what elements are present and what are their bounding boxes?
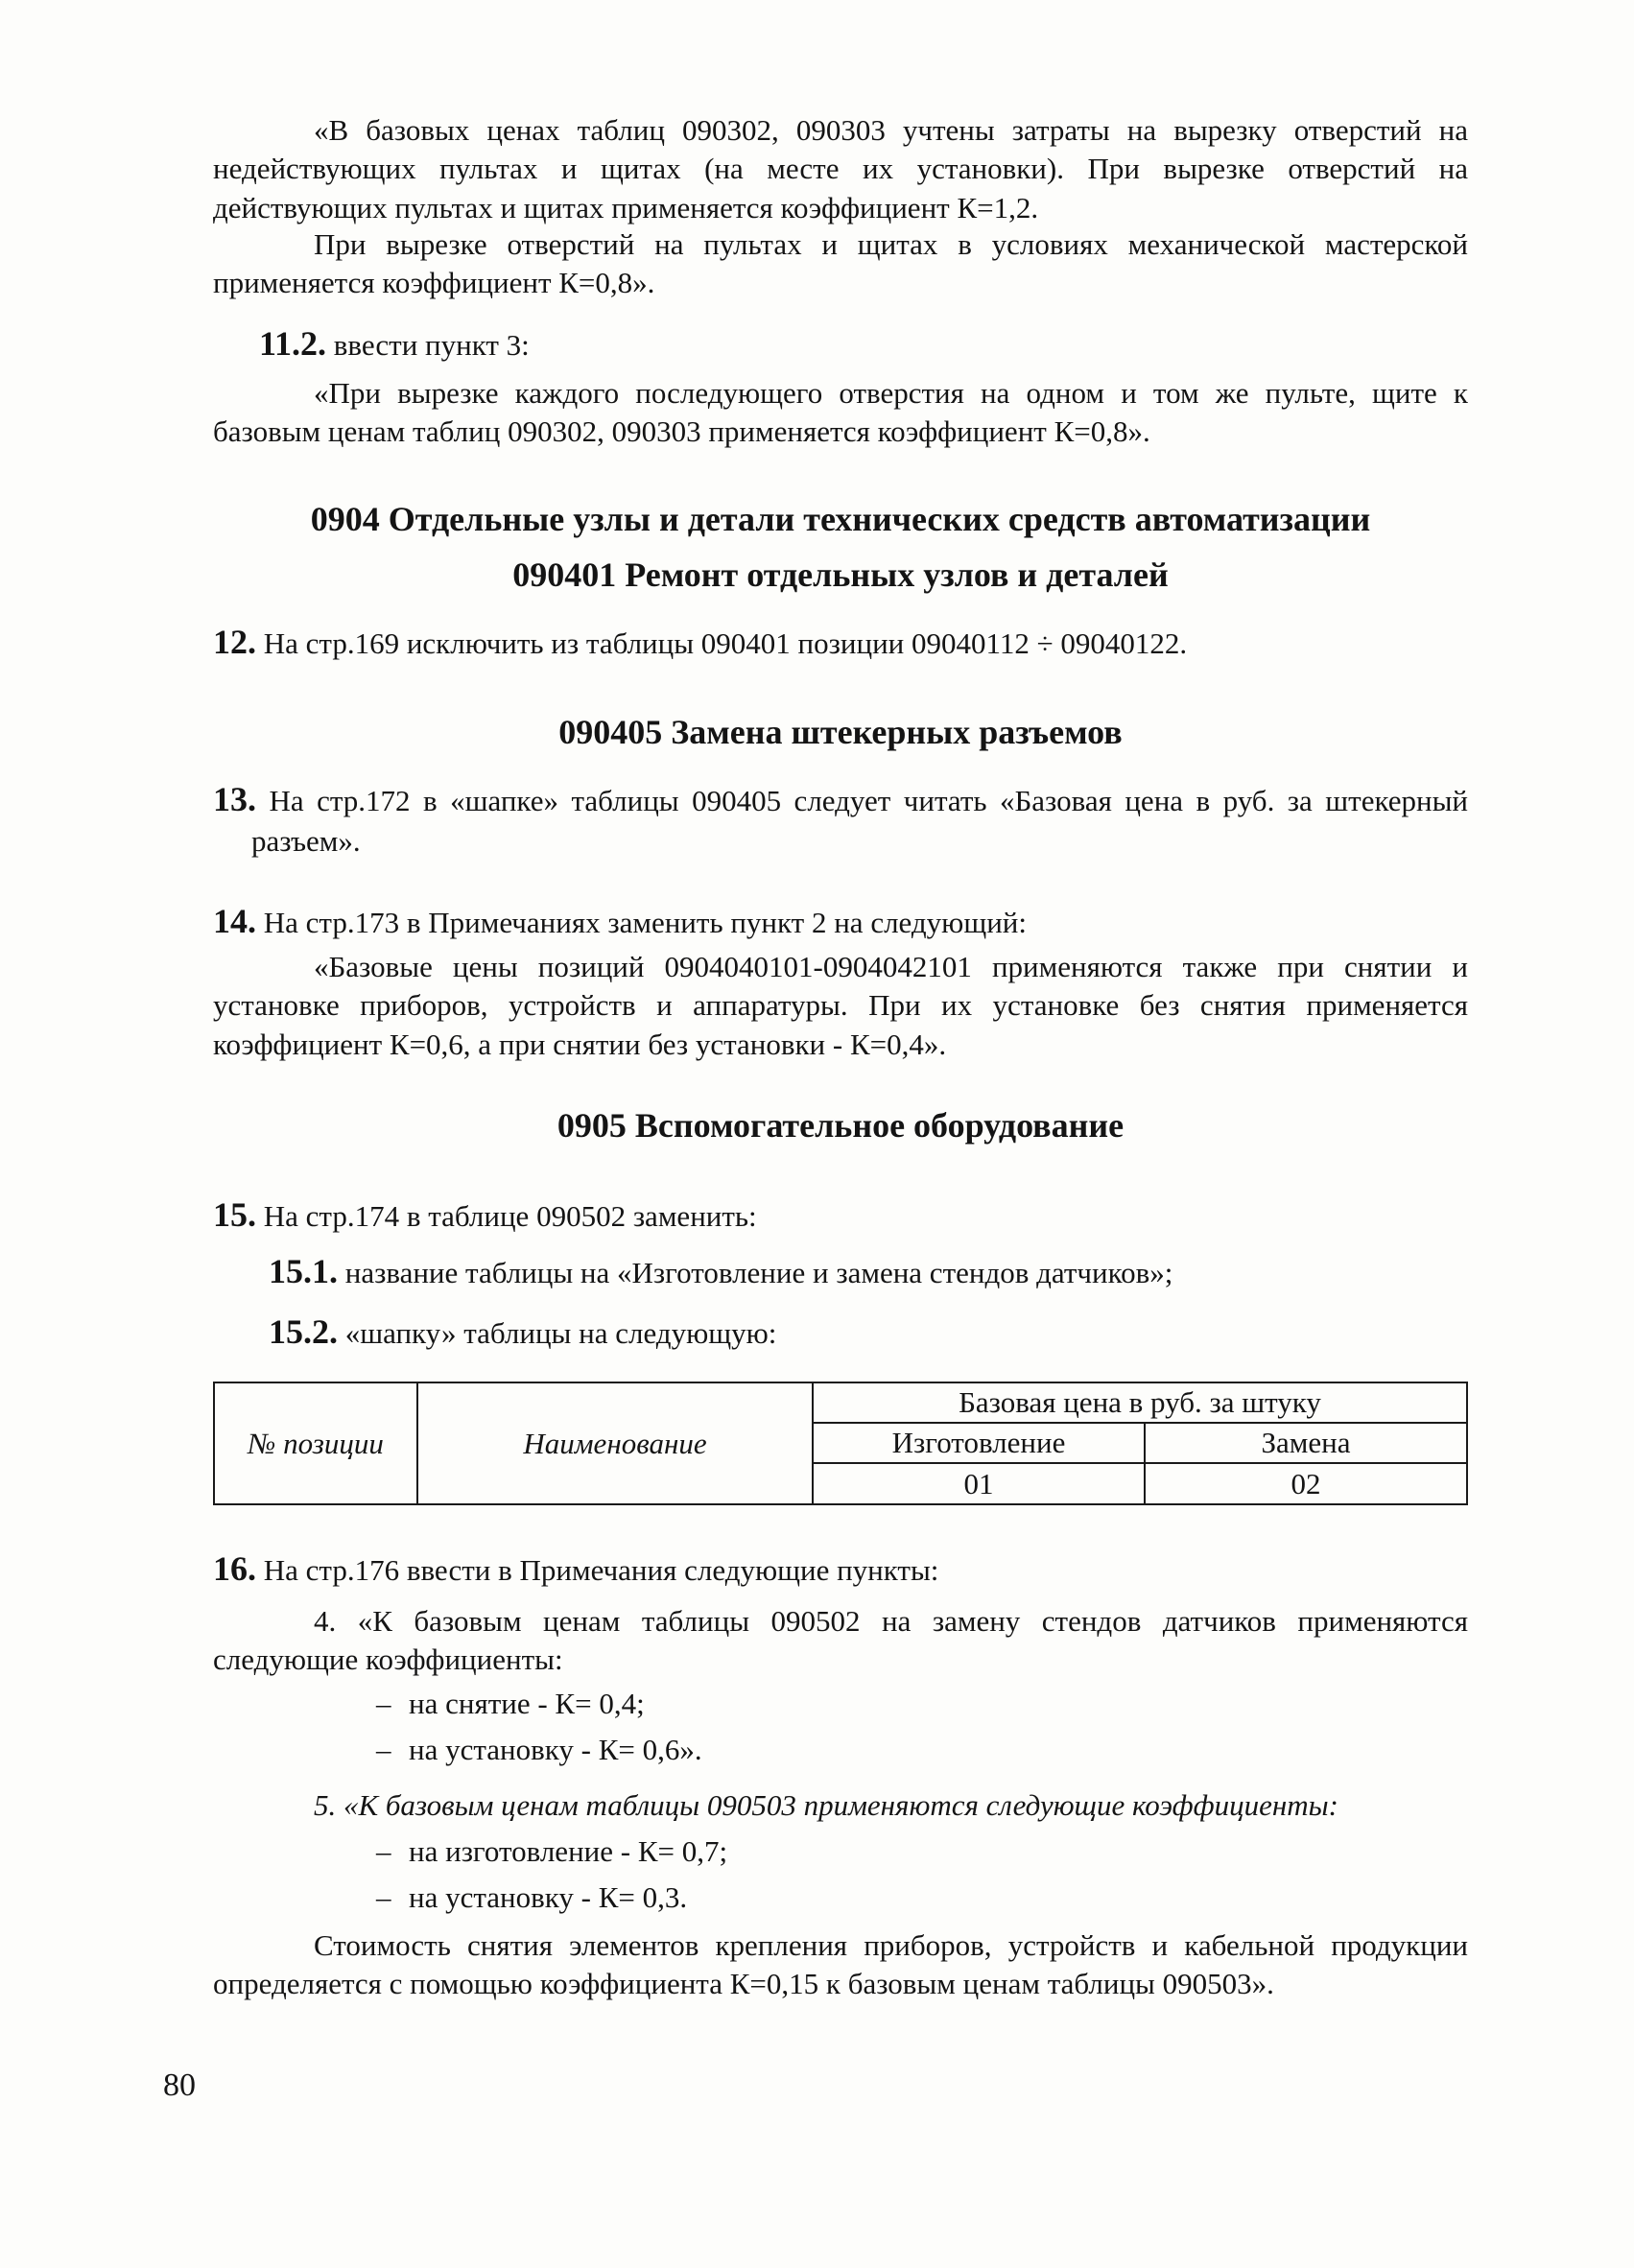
table-header <box>213 1382 1468 1505</box>
item-text: На стр.172 в «шапке» таблицы 090405 следует читать «Базовая цена в руб. за штекерный разъем». <box>251 784 1469 858</box>
note-5-dash-2 <box>376 1878 1432 1917</box>
paragraph-cutout-prices: «В базовых ценах таблиц 090302, 090303 учтены затраты на вырезку отверстий на недействующих пультах и щитах (на месте их установки). При вырезке отверстий на действующих пультах и щитах применяется коэффициент К=1,2. <box>213 113 1468 224</box>
header-base-price: Базовая цена в руб. за штуку <box>813 1382 1467 1423</box>
dash-text: на снятие - К= 0,4; <box>409 1687 645 1720</box>
subsection-heading-090405: 090405 Замена штекерных разъемов <box>558 713 1123 751</box>
item-number: 15. <box>213 1195 256 1234</box>
dash-glyph: – <box>376 1733 391 1766</box>
dash-text: на установку - К= 0,3. <box>409 1880 688 1914</box>
item-text: На стр.169 исключить из таблицы 090401 позиции 09040112 ÷ 09040122. <box>263 626 1188 660</box>
note-5: 5. «К базовым ценам таблицы 090503 применяются следующие коэффициенты: <box>314 1788 1339 1822</box>
header-name: Наименование <box>417 1382 813 1504</box>
item-text: ввести пункт 3: <box>333 328 530 362</box>
paragraph-workshop-coefficient: При вырезке отверстий на пультах и щитах в условиях механической мастерской применяется коэффициент К=0,8». <box>213 227 1468 300</box>
note-4-dash-1 <box>376 1685 1432 1723</box>
item-number: 12. <box>213 623 256 661</box>
item-text: «шапку» таблицы на следующую: <box>344 1316 777 1350</box>
section-heading-0904: 0904 Отдельные узлы и детали технических средств автоматизации <box>310 500 1371 538</box>
subsection-heading-090401: 090401 Ремонт отдельных узлов и деталей <box>512 555 1169 594</box>
item-number: 15.1. <box>269 1252 338 1290</box>
item-text: На стр.176 ввести в Примечания следующие пункты: <box>263 1553 939 1587</box>
item-13 <box>213 777 1469 861</box>
item-16 <box>213 1547 1468 1592</box>
item-14 <box>213 899 1468 944</box>
column-code-01: 01 <box>813 1463 1145 1504</box>
dash-text: на изготовление - К= 0,7; <box>409 1834 728 1868</box>
item-text: На стр.174 в таблице 090502 заменить: <box>263 1199 757 1233</box>
paragraph-subsequent-hole: «При вырезке каждого последующего отверстия на одном и том же пульте, щите к базовым ценам таблиц 090302, 090303 применяется коэффициент К=0,8». <box>213 376 1468 449</box>
header-manufacture: Изготовление <box>813 1423 1145 1463</box>
note-4-dash-2 <box>376 1731 1432 1769</box>
note-5-dash-1 <box>376 1832 1432 1871</box>
header-position: № позиции <box>214 1382 417 1504</box>
item-11-2 <box>259 321 1458 366</box>
item-12 <box>213 620 1468 665</box>
item-15-2 <box>269 1310 1468 1355</box>
dash-glyph: – <box>376 1880 391 1914</box>
paragraph-base-prices-removal: «Базовые цены позиций 0904040101-0904042101 применяются также при снятии и установке приборов, устройств и аппаратуры. При их установке без снятия применяется коэффициент К=0,6, а при снятии без установки - К=0,4». <box>213 950 1468 1061</box>
item-text: название таблицы на «Изготовление и замена стендов датчиков»; <box>344 1256 1173 1289</box>
page-number: 80 <box>163 2067 196 2103</box>
item-15-1 <box>269 1249 1468 1294</box>
item-number: 16. <box>213 1549 256 1588</box>
item-number: 14. <box>213 902 256 940</box>
header-replacement: Замена <box>1145 1423 1467 1463</box>
note-4: 4. «К базовым ценам таблицы 090502 на замену стендов датчиков применяются следующие коэффициенты: <box>213 1604 1468 1677</box>
item-15 <box>213 1193 1468 1238</box>
item-number: 11.2. <box>259 324 327 363</box>
paragraph-fastener-removal: Стоимость снятия элементов крепления приборов, устройств и кабельной продукции определяется с помощью коэффициента К=0,15 к базовым ценам таблицы 090503». <box>213 1928 1468 2001</box>
column-code-02: 02 <box>1145 1463 1467 1504</box>
dash-text: на установку - К= 0,6». <box>409 1733 702 1766</box>
section-heading-0905: 0905 Вспомогательное оборудование <box>557 1106 1125 1145</box>
item-number: 13. <box>213 780 256 818</box>
dash-glyph: – <box>376 1687 391 1720</box>
item-text: На стр.173 в Примечаниях заменить пункт 2 на следующий: <box>263 906 1027 939</box>
item-number: 15.2. <box>269 1312 338 1351</box>
dash-glyph: – <box>376 1834 391 1868</box>
